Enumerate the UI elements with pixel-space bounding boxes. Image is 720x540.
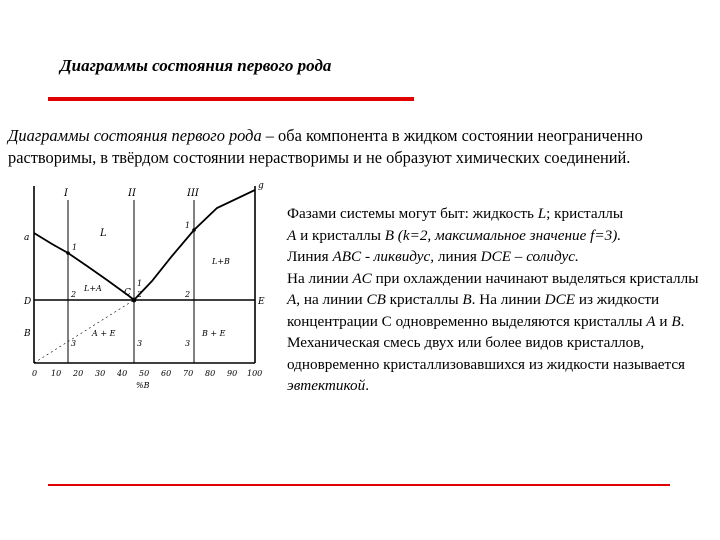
text-fragment: DCE – солидус. bbox=[480, 248, 579, 265]
text-fragment: DCE bbox=[544, 291, 576, 308]
x-tick-label: 90 bbox=[227, 369, 238, 378]
point-number: 3 bbox=[71, 339, 77, 348]
phase-diagram bbox=[12, 178, 272, 400]
point-number: 3 bbox=[137, 339, 143, 348]
text-fragment: . На линии bbox=[471, 291, 545, 308]
region-l-plus-b: L+B bbox=[212, 257, 230, 266]
desc-line-cooling bbox=[287, 268, 702, 333]
x-tick-label: 40 bbox=[117, 369, 128, 378]
point-i-1 bbox=[66, 251, 70, 255]
text-fragment: A bbox=[646, 312, 656, 330]
region-b-plus-e: B + E bbox=[202, 329, 226, 338]
desc-line-crystals bbox=[287, 225, 702, 247]
region-liquid: L bbox=[100, 228, 107, 239]
intro-paragraph bbox=[8, 125, 714, 169]
slide-left-strip bbox=[0, 0, 8, 540]
x-tick-label: 50 bbox=[139, 369, 150, 378]
intro-rest: – оба компонента в жидком состоянии неограниченно растворимы, в твёрдом состоянии нерастворимы и не образуют химических соединений. bbox=[8, 126, 643, 167]
point-iii-1 bbox=[192, 228, 196, 232]
point-number: 2 bbox=[185, 290, 191, 299]
axis-label-left-top: a bbox=[24, 233, 30, 243]
text-fragment: Механическая смесь двух или более видов кристаллов, одновременно кристаллизовавшихся из жидкости называется bbox=[287, 334, 686, 373]
desc-line-liquidus bbox=[287, 246, 702, 268]
x-tick-label: 70 bbox=[183, 369, 194, 378]
text-fragment: B bbox=[671, 312, 681, 330]
text-fragment: . bbox=[365, 377, 369, 394]
x-tick-label: 10 bbox=[51, 369, 62, 378]
text-fragment: CB bbox=[366, 291, 386, 308]
text-fragment: AC bbox=[352, 269, 372, 287]
axis-label-left-mid: D bbox=[24, 297, 32, 307]
text-fragment: (k=2, максимальное значение f=3). bbox=[393, 226, 622, 244]
text-fragment: A bbox=[287, 291, 297, 308]
desc-line-eutectic bbox=[287, 332, 702, 397]
axis-label-right-top: g bbox=[258, 181, 264, 191]
x-axis-label: %B bbox=[136, 381, 150, 390]
text-fragment: B bbox=[462, 291, 472, 308]
composition-label-2: II bbox=[128, 188, 136, 199]
eutectic-label-c: C bbox=[124, 288, 131, 298]
title-underline bbox=[48, 97, 414, 101]
intro-term: Диаграммы состояния первого рода bbox=[8, 126, 262, 145]
axis-label-right-mid: E bbox=[258, 297, 265, 307]
x-tick-label: 100 bbox=[247, 369, 263, 378]
text-fragment: , на линии bbox=[296, 291, 367, 308]
point-number: 1 bbox=[137, 279, 143, 288]
text-fragment: A bbox=[287, 226, 297, 244]
text-fragment: и bbox=[655, 312, 672, 330]
point-number: 1 bbox=[185, 221, 191, 230]
text-fragment: B bbox=[384, 226, 394, 244]
text-fragment: и кристаллы bbox=[296, 226, 385, 244]
x-tick-label: 0 bbox=[32, 369, 38, 378]
text-fragment: Фазами системы могут быт: жидкость bbox=[287, 205, 538, 222]
text-fragment: ; кристаллы bbox=[546, 205, 624, 222]
text-fragment: кристаллы bbox=[385, 291, 463, 308]
region-a-plus-e: A + E bbox=[92, 329, 116, 338]
text-fragment: Линия bbox=[287, 248, 333, 265]
description-text bbox=[287, 203, 702, 397]
text-fragment: из жидкости концентрации С одновременно выделяются кристаллы bbox=[287, 291, 660, 330]
region-l-plus-a: L+A bbox=[84, 284, 102, 293]
point-number: 3 bbox=[185, 339, 191, 348]
footer-rule bbox=[48, 484, 670, 486]
point-number: 2 bbox=[137, 290, 143, 299]
text-fragment: ABC - ликвидус, bbox=[332, 248, 435, 265]
axis-label-left-low: B bbox=[24, 329, 31, 339]
composition-label-3: III bbox=[187, 188, 199, 199]
dashed-line-1 bbox=[34, 300, 134, 363]
x-tick-label: 60 bbox=[161, 369, 172, 378]
point-number: 2 bbox=[71, 290, 77, 299]
text-fragment: На линии bbox=[287, 269, 353, 287]
text-fragment: при охлаждении начинают выделяться кристаллы bbox=[371, 269, 699, 287]
slide-title: Диаграммы состояния первого рода bbox=[60, 56, 332, 75]
x-tick-label: 80 bbox=[205, 369, 216, 378]
text-fragment: L bbox=[537, 205, 547, 222]
text-fragment: . bbox=[680, 312, 685, 330]
x-tick-label: 30 bbox=[95, 369, 106, 378]
x-tick-label: 20 bbox=[73, 369, 84, 378]
point-number: 1 bbox=[72, 243, 78, 252]
text-fragment: линия bbox=[434, 248, 481, 265]
eutectic-term: эвтектикой bbox=[287, 377, 366, 394]
composition-label-1: I bbox=[64, 188, 68, 199]
desc-line-phases bbox=[287, 203, 702, 225]
